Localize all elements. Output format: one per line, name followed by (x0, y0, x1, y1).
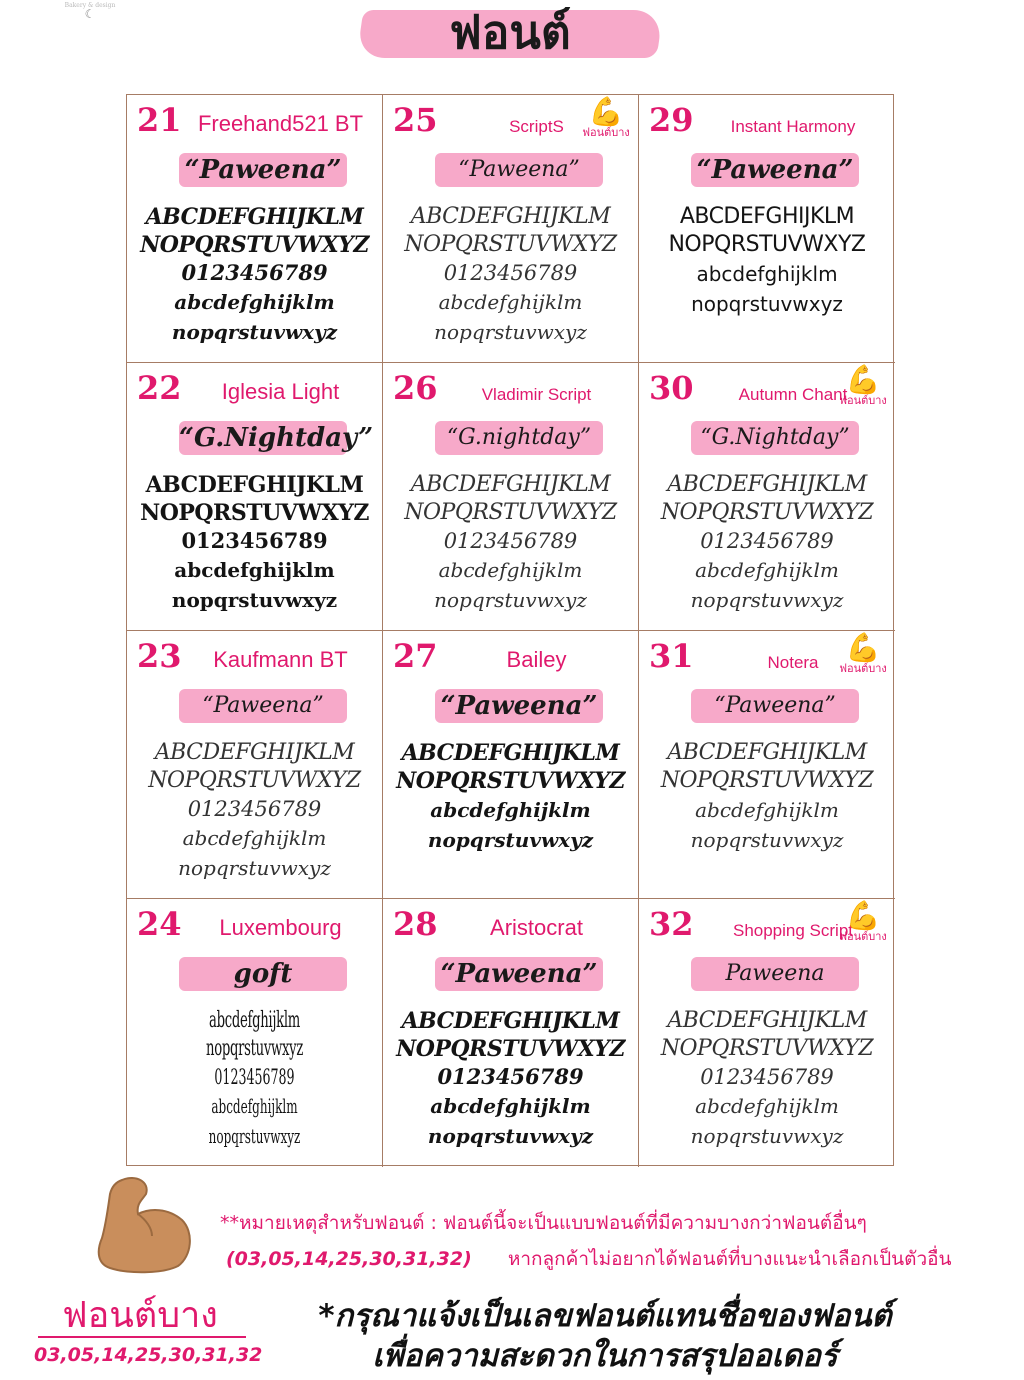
lowercase-line: nopqrstuvwxyz (690, 588, 844, 612)
font-number: 32 (649, 905, 694, 943)
lowercase-line: abcdefghijklm (174, 558, 335, 582)
lowercase-line: abcdefghijklm (430, 1094, 591, 1118)
lowercase-line: abcdefghijklm (182, 826, 327, 850)
sample-highlight (179, 421, 374, 455)
digits-line: 0123456789 (187, 797, 322, 821)
uppercase-line: abcdefghijklm (209, 1008, 300, 1033)
alphabet-sample (182, 1007, 328, 1151)
sample-highlight (435, 689, 603, 723)
font-name: Aristocrat (490, 915, 583, 940)
uppercase-line: NOPQRSTUVWXYZ (140, 232, 369, 258)
lowercase-line: abcdefghijklm (695, 798, 839, 822)
lowercase-line: abcdefghijklm (438, 290, 583, 314)
uppercase-line: NOPQRSTUVWXYZ (668, 232, 866, 257)
font-name: Kaufmann BT (213, 647, 348, 672)
alphabet-sample (389, 1007, 632, 1151)
thin-font-label: ฟอนต์บาง (839, 930, 887, 943)
font-card (383, 363, 639, 631)
digits-line: 0123456789 (437, 1064, 584, 1089)
uppercase-line: NOPQRSTUVWXYZ (660, 500, 874, 525)
font-number: 28 (393, 905, 438, 943)
lowercase-line: nopqrstuvwxyz (171, 588, 338, 612)
lowercase-line: abcdefghijklm (438, 558, 583, 582)
logo-text: Bakery & design (64, 2, 116, 9)
font-card (383, 631, 639, 899)
flexed-arm-icon: 💪 (588, 96, 624, 127)
alphabet-sample (389, 471, 632, 615)
font-card (127, 363, 383, 631)
font-number: 31 (649, 637, 694, 675)
digits-line: 0123456789 (443, 261, 578, 285)
lowercase-line: abcdefghijklm (211, 1094, 298, 1118)
lowercase-line: nopqrstuvwxyz (691, 292, 843, 316)
lowercase-line: abcdefghijklm (174, 290, 335, 314)
page-title: ฟอนต์ (449, 5, 571, 59)
uppercase-line: ABCDEFGHIJKLM (145, 472, 364, 498)
sample-highlight (435, 957, 603, 991)
sample-text: “Paweena” (714, 693, 836, 718)
alphabet-sample (133, 471, 376, 615)
font-card (383, 899, 639, 1167)
uppercase-line: NOPQRSTUVWXYZ (404, 232, 617, 257)
uppercase-line: ABCDEFGHIJKLM (401, 1008, 620, 1034)
lowercase-line: abcdefghijklm (695, 1094, 839, 1118)
lowercase-line: abcdefghijklm (696, 262, 838, 286)
digits-line: 0123456789 (700, 529, 834, 553)
sample-text: “Paweena” (202, 693, 324, 718)
order-request-line-2: เพื่อความสะดวกในการสรุปออเดอร์ (372, 1338, 838, 1374)
lowercase-line: nopqrstuvwxyz (427, 1124, 594, 1148)
uppercase-line: ABCDEFGHIJKLM (410, 204, 611, 229)
thin-font-label: ฟอนต์บาง (839, 662, 887, 675)
font-number: 25 (393, 101, 438, 139)
thin-font-badge (578, 97, 634, 141)
font-number: 23 (137, 637, 182, 675)
sample-highlight (435, 153, 603, 187)
lowercase-line: nopqrstuvwxyz (690, 1124, 844, 1148)
flexed-arm-icon: 💪 (845, 632, 881, 663)
brand-logo (60, 2, 120, 21)
uppercase-line: ABCDEFGHIJKLM (667, 472, 867, 497)
thin-font-heading: ฟอนต์บาง (62, 1295, 218, 1336)
uppercase-line: ABCDEFGHIJKLM (410, 472, 611, 497)
font-name: Notera (767, 653, 819, 672)
sample-text: “Paweena” (440, 691, 598, 721)
sample-text: “G.Nightday” (700, 425, 850, 450)
digits-line: 0123456789 (443, 529, 578, 553)
uppercase-line: ABCDEFGHIJKLM (667, 740, 867, 765)
thin-font-label: ฟอนต์บาง (582, 126, 630, 139)
alphabet-sample (645, 471, 889, 615)
font-number: 26 (393, 369, 438, 407)
uppercase-line: NOPQRSTUVWXYZ (396, 1036, 625, 1062)
flexed-arm-icon: 💪 (845, 900, 881, 931)
uppercase-line: ABCDEFGHIJKLM (401, 740, 620, 766)
font-name: Autumn Chant (738, 385, 848, 404)
sample-text: Paweena (725, 961, 825, 986)
digits-line: 0123456789 (181, 260, 328, 285)
thin-font-badge (835, 365, 891, 409)
thin-font-badge (835, 633, 891, 677)
sample-highlight (179, 153, 347, 187)
uppercase-line: ABCDEFGHIJKLM (145, 204, 364, 230)
uppercase-line: NOPQRSTUVWXYZ (404, 500, 617, 525)
digits-line: 0123456789 (214, 1065, 295, 1089)
uppercase-line: NOPQRSTUVWXYZ (660, 768, 874, 793)
digits-line: 0123456789 (181, 528, 328, 553)
sample-highlight (691, 689, 859, 723)
sample-text: “G.Nightday” (179, 423, 374, 453)
alphabet-sample (389, 203, 632, 347)
sample-text: “Paweena” (184, 155, 342, 185)
alphabet-sample (645, 203, 889, 319)
uppercase-line: ABCDEFGHIJKLM (679, 204, 855, 229)
sample-highlight (691, 957, 859, 991)
uppercase-line: ABCDEFGHIJKLM (154, 740, 355, 765)
uppercase-line: nopqrstuvwxyz (206, 1036, 303, 1061)
thin-font-badge (835, 901, 891, 945)
alphabet-sample (133, 739, 376, 883)
uppercase-line: NOPQRSTUVWXYZ (148, 768, 361, 793)
alphabet-sample (645, 739, 889, 855)
page-title-banner (360, 2, 660, 64)
sample-highlight (179, 689, 347, 723)
sample-text: “G.nightday” (446, 425, 592, 450)
uppercase-line: NOPQRSTUVWXYZ (396, 768, 625, 794)
thin-font-label: ฟอนต์บาง (839, 394, 887, 407)
lowercase-line: nopqrstuvwxyz (690, 828, 844, 852)
font-card (127, 631, 383, 899)
alphabet-sample (133, 203, 376, 347)
font-card (639, 631, 895, 899)
font-name: Shopping Script (732, 921, 854, 940)
thin-font-note: **หมายเหตุสำหรับฟอนต์ : ฟอนต์นี้จะเป็นแบบฟอนต์ที่มีความบางกว่าฟอนต์อื่นๆ (220, 1212, 867, 1234)
lowercase-line: abcdefghijklm (430, 798, 591, 822)
font-number: 21 (137, 101, 182, 139)
font-name: Luxembourg (219, 915, 342, 940)
font-name: Iglesia Light (221, 379, 340, 404)
sample-highlight (435, 421, 603, 455)
sample-text: “Paweena” (440, 959, 598, 989)
order-request-line-1: *กรุณาแจ้งเป็นเลขฟอนต์แทนชื่อของฟอนต์ (318, 1298, 892, 1334)
font-name: Vladimir Script (481, 385, 592, 404)
font-grid (126, 94, 894, 1166)
sample-highlight (691, 153, 859, 187)
font-card (127, 899, 383, 1167)
font-card (127, 95, 383, 363)
thin-font-note-2 (226, 1244, 952, 1274)
alphabet-sample (389, 739, 632, 855)
font-name: Freehand521 BT (197, 111, 364, 136)
digits-line: 0123456789 (700, 1065, 834, 1089)
font-number: 30 (649, 369, 694, 407)
flexed-arm-icon (92, 1174, 196, 1274)
uppercase-line: NOPQRSTUVWXYZ (140, 500, 369, 526)
thin-font-advice: หากลูกค้าไม่อยากได้ฟอนต์ที่บางแนะนำเลือกเป็นตัวอื่น (507, 1248, 952, 1270)
lowercase-line: nopqrstuvwxyz (208, 1124, 301, 1148)
sample-text: “Paweena” (696, 155, 854, 185)
lowercase-line: nopqrstuvwxyz (171, 320, 338, 344)
sample-highlight (691, 421, 859, 455)
sample-text: goft (233, 959, 293, 989)
lowercase-line: nopqrstuvwxyz (427, 828, 594, 852)
font-card (639, 95, 895, 363)
font-number: 29 (649, 101, 694, 139)
uppercase-line: NOPQRSTUVWXYZ (660, 1036, 874, 1061)
font-card (383, 95, 639, 363)
lowercase-line: nopqrstuvwxyz (178, 856, 331, 880)
moon-icon: ☾ (84, 7, 96, 21)
font-card (639, 363, 895, 631)
thin-font-codes: (03,05,14,25,30,31,32) (226, 1248, 472, 1270)
sample-highlight (179, 957, 347, 991)
font-number: 27 (393, 637, 438, 675)
lowercase-line: nopqrstuvwxyz (434, 320, 587, 344)
lowercase-line: abcdefghijklm (695, 558, 839, 582)
flexed-arm-icon: 💪 (845, 364, 881, 395)
alphabet-sample (645, 1007, 889, 1151)
lowercase-line: nopqrstuvwxyz (434, 588, 587, 612)
font-number: 24 (137, 905, 182, 943)
sample-text: “Paweena” (458, 157, 580, 182)
thin-font-code-list: 03,05,14,25,30,31,32 (34, 1344, 263, 1366)
uppercase-line: ABCDEFGHIJKLM (667, 1008, 867, 1033)
font-card (639, 899, 895, 1167)
divider (38, 1336, 246, 1338)
font-name: ScriptS (509, 117, 564, 136)
font-name: Bailey (506, 647, 567, 672)
font-name: Instant Harmony (730, 117, 856, 136)
font-number: 22 (137, 369, 182, 407)
